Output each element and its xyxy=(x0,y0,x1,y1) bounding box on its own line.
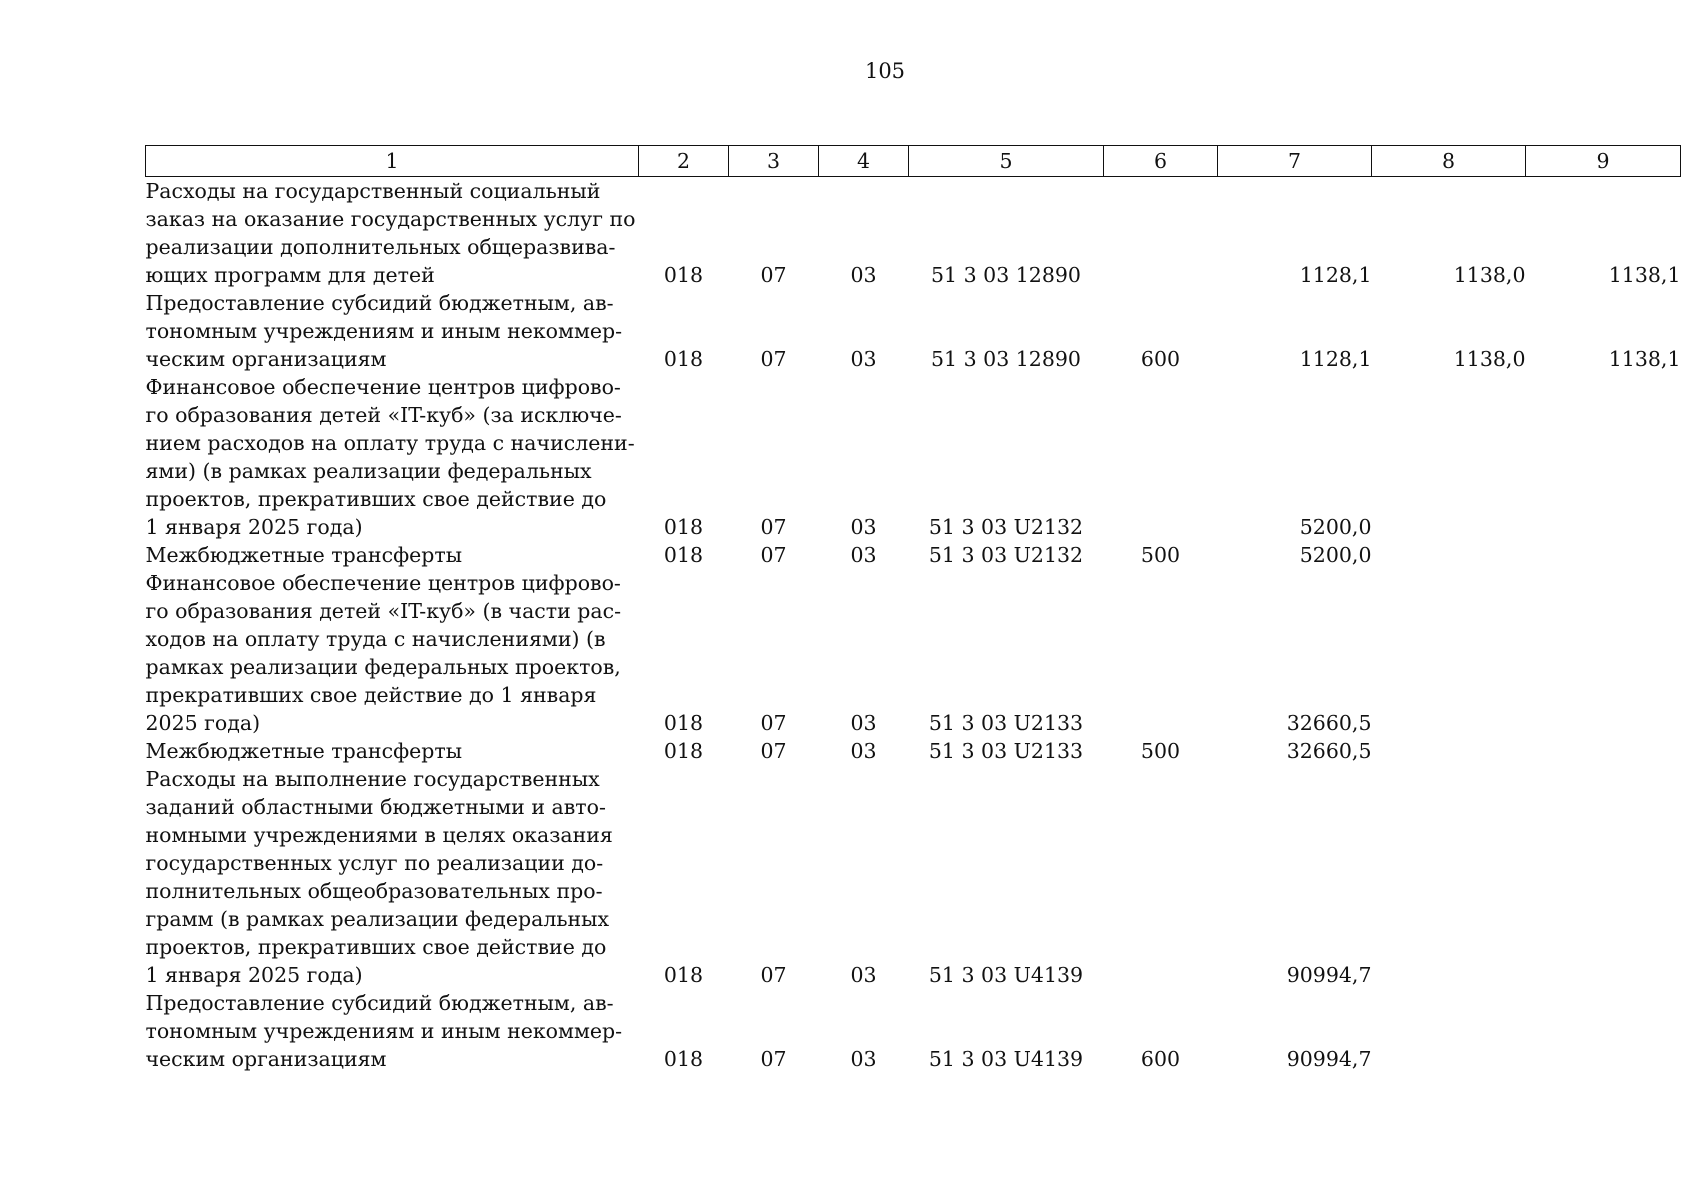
description-line: нием расходов на оплату труда с начислени- xyxy=(145,431,635,455)
target-article-cell: 51 3 03 12890 xyxy=(931,263,1081,287)
page-number: 105 xyxy=(864,59,906,83)
amount-col9-cell xyxy=(1526,989,1681,1073)
amount-col8-cell xyxy=(1372,989,1526,1073)
column-header: 2 xyxy=(639,146,729,177)
description-line: Финансовое обеспечение центров цифрово- xyxy=(145,571,621,595)
expense-type-cell: 500 xyxy=(1140,739,1181,763)
description-line: Расходы на государственный социальный xyxy=(145,179,601,203)
section-code-cell: 07 xyxy=(760,347,787,371)
description-line: грамм (в рамках реализации федеральных xyxy=(145,907,610,931)
amount-col9-cell xyxy=(1526,373,1681,541)
ministry-code-cell: 018 xyxy=(663,963,704,987)
expense-type-cell xyxy=(1104,569,1218,737)
description-line: проектов, прекративших свое действие до xyxy=(145,935,607,959)
expense-type-cell xyxy=(1104,765,1218,989)
table-row xyxy=(146,989,1681,1073)
column-header: 7 xyxy=(1218,146,1372,177)
description-line: Финансовое обеспечение центров цифрово- xyxy=(145,375,621,399)
description-line: номными учреждениями в целях оказания xyxy=(145,823,613,847)
amount-col7-cell: 90994,7 xyxy=(1286,1047,1372,1071)
target-article-cell: 51 3 03 12890 xyxy=(931,347,1081,371)
amount-col9-cell xyxy=(1526,541,1681,569)
amount-col8-cell xyxy=(1372,765,1526,989)
description-line: ческим организациям xyxy=(145,1047,387,1071)
table-row xyxy=(146,289,1681,373)
ministry-code-cell: 018 xyxy=(663,1047,704,1071)
column-header: 1 xyxy=(146,146,639,177)
description-line: ходов на оплату труда с начислениями) (в xyxy=(145,627,606,651)
ministry-code-cell: 018 xyxy=(663,263,704,287)
amount-col8-cell xyxy=(1372,737,1526,765)
row-description xyxy=(146,569,639,737)
description-line: го образования детей «IT-куб» (за исключе- xyxy=(145,403,622,427)
target-article-cell: 51 3 03 U2132 xyxy=(928,515,1084,539)
description-line: прекративших свое действие до 1 января xyxy=(145,683,597,707)
subsection-code-cell: 03 xyxy=(850,963,877,987)
description-line: полнительных общеобразовательных про- xyxy=(145,879,603,903)
ministry-code-cell: 018 xyxy=(663,739,704,763)
amount-col9-cell xyxy=(1526,765,1681,989)
section-code-cell: 07 xyxy=(760,1047,787,1071)
description-line: Межбюджетные трансферты xyxy=(145,543,463,567)
description-line: проектов, прекративших свое действие до xyxy=(145,487,607,511)
ministry-code-cell: 018 xyxy=(663,543,704,567)
expense-type-cell xyxy=(1104,177,1218,290)
description-line: ческим организациям xyxy=(145,347,387,371)
description-line: ющих программ для детей xyxy=(145,263,435,287)
section-code-cell: 07 xyxy=(760,515,787,539)
row-description xyxy=(146,989,639,1073)
target-article-cell: 51 3 03 U2132 xyxy=(928,543,1084,567)
description-line: ями) (в рамках реализации федеральных xyxy=(145,459,592,483)
amount-col9-cell xyxy=(1526,737,1681,765)
subsection-code-cell: 03 xyxy=(850,1047,877,1071)
section-code-cell: 07 xyxy=(760,263,787,287)
expense-type-cell: 500 xyxy=(1140,543,1181,567)
amount-col9-cell: 1138,1 xyxy=(1608,347,1681,371)
ministry-code-cell: 018 xyxy=(663,711,704,735)
subsection-code-cell: 03 xyxy=(850,543,877,567)
description-line: тономным учреждениям и иным некоммер- xyxy=(145,319,623,343)
row-description xyxy=(146,737,639,765)
amount-col7-cell: 90994,7 xyxy=(1286,963,1372,987)
budget-table xyxy=(145,145,1681,1073)
amount-col8-cell: 1138,0 xyxy=(1453,263,1526,287)
subsection-code-cell: 03 xyxy=(850,515,877,539)
description-line: рамках реализации федеральных проектов, xyxy=(145,655,621,679)
amount-col8-cell: 1138,0 xyxy=(1453,347,1526,371)
table-header-row xyxy=(146,146,1681,177)
table-row xyxy=(146,177,1681,290)
subsection-code-cell: 03 xyxy=(850,263,877,287)
column-header: 6 xyxy=(1104,146,1218,177)
description-line: тономным учреждениям и иным некоммер- xyxy=(145,1019,623,1043)
subsection-code-cell: 03 xyxy=(850,739,877,763)
table-row xyxy=(146,373,1681,541)
column-header: 4 xyxy=(819,146,909,177)
subsection-code-cell: 03 xyxy=(850,347,877,371)
amount-col7-cell: 1128,1 xyxy=(1299,263,1372,287)
row-description xyxy=(146,541,639,569)
subsection-code-cell: 03 xyxy=(850,711,877,735)
column-header: 9 xyxy=(1526,146,1681,177)
amount-col8-cell xyxy=(1372,569,1526,737)
section-code-cell: 07 xyxy=(760,963,787,987)
target-article-cell: 51 3 03 U4139 xyxy=(928,963,1084,987)
description-line: го образования детей «IT-куб» (в части рас- xyxy=(145,599,622,623)
description-line: 1 января 2025 года) xyxy=(145,515,363,539)
amount-col9-cell: 1138,1 xyxy=(1608,263,1681,287)
amount-col7-cell: 32660,5 xyxy=(1286,739,1372,763)
column-header: 8 xyxy=(1372,146,1526,177)
description-line: заказ на оказание государственных услуг по xyxy=(145,207,636,231)
amount-col7-cell: 5200,0 xyxy=(1299,515,1372,539)
description-line: реализации дополнительных общеразвива- xyxy=(145,235,616,259)
description-line: 1 января 2025 года) xyxy=(145,963,363,987)
table-body xyxy=(146,177,1681,1074)
target-article-cell: 51 3 03 U2133 xyxy=(928,739,1084,763)
amount-col7-cell: 32660,5 xyxy=(1286,711,1372,735)
table-row xyxy=(146,541,1681,569)
ministry-code-cell: 018 xyxy=(663,515,704,539)
amount-col7-cell: 5200,0 xyxy=(1299,543,1372,567)
column-header: 5 xyxy=(909,146,1104,177)
row-description xyxy=(146,289,639,373)
description-line: Расходы на выполнение государственных xyxy=(145,767,600,791)
target-article-cell: 51 3 03 U2133 xyxy=(928,711,1084,735)
expense-type-cell: 600 xyxy=(1140,1047,1181,1071)
row-description xyxy=(146,373,639,541)
description-line: Предоставление субсидий бюджетным, ав- xyxy=(145,991,614,1015)
column-header: 3 xyxy=(729,146,819,177)
table-row xyxy=(146,737,1681,765)
ministry-code-cell: 018 xyxy=(663,347,704,371)
amount-col7-cell: 1128,1 xyxy=(1299,347,1372,371)
amount-col9-cell xyxy=(1526,569,1681,737)
amount-col8-cell xyxy=(1372,373,1526,541)
target-article-cell: 51 3 03 U4139 xyxy=(928,1047,1084,1071)
row-description xyxy=(146,765,639,989)
table-row xyxy=(146,765,1681,989)
expense-type-cell: 600 xyxy=(1140,347,1181,371)
description-line: Предоставление субсидий бюджетным, ав- xyxy=(145,291,614,315)
description-line: Межбюджетные трансферты xyxy=(145,739,463,763)
amount-col8-cell xyxy=(1372,541,1526,569)
table-row xyxy=(146,569,1681,737)
section-code-cell: 07 xyxy=(760,739,787,763)
description-line: заданий областными бюджетными и авто- xyxy=(145,795,606,819)
section-code-cell: 07 xyxy=(760,711,787,735)
description-line: государственных услуг по реализации до- xyxy=(145,851,604,875)
section-code-cell: 07 xyxy=(760,543,787,567)
expense-type-cell xyxy=(1104,373,1218,541)
row-description xyxy=(146,177,639,290)
description-line: 2025 года) xyxy=(145,711,261,735)
